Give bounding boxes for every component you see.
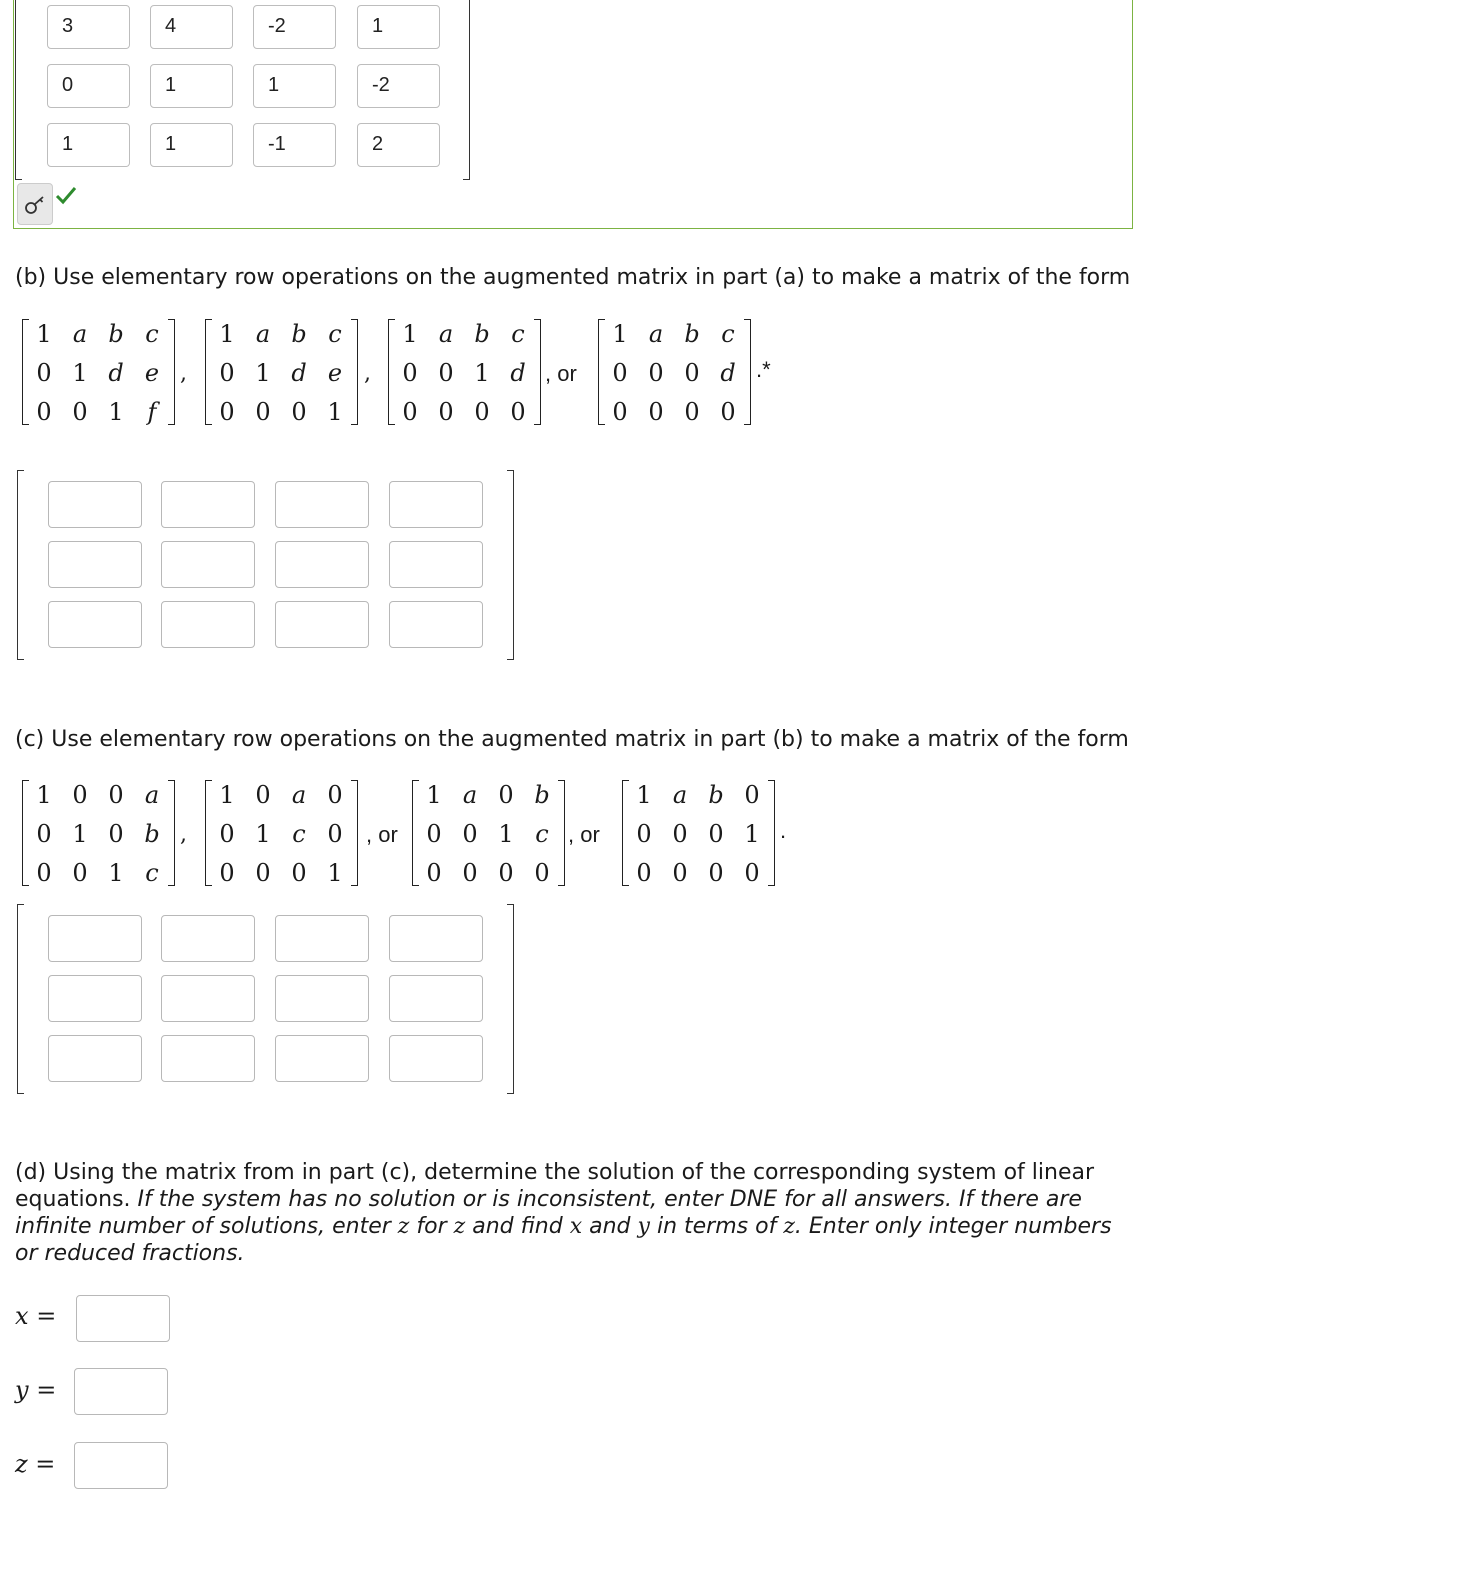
part-c-form-matrix [205, 780, 360, 890]
form-entry: 1 [219, 781, 235, 809]
form-entry: c [535, 820, 549, 848]
part-c-input-cell[interactable] [161, 915, 255, 962]
part-a-cell[interactable]: 1 [150, 123, 233, 167]
part-a-cell[interactable]: 0 [47, 64, 130, 108]
form-entry: 0 [636, 820, 652, 848]
form-entry: a [462, 781, 478, 809]
x-label: x = [15, 1302, 57, 1330]
part-b-form-matrix [388, 319, 543, 429]
form-entry: a [72, 320, 88, 348]
form-entry: e [327, 359, 343, 387]
part-c-input-cell[interactable] [161, 975, 255, 1022]
form-entry: b [144, 820, 160, 848]
part-a-cell[interactable]: 4 [150, 5, 233, 49]
form-entry: 0 [648, 359, 664, 387]
form-entry: 1 [474, 359, 490, 387]
part-c-input-cell[interactable] [275, 975, 369, 1022]
form-separator: , [180, 822, 187, 847]
form-entry: a [291, 781, 307, 809]
part-c-input-cell[interactable] [275, 915, 369, 962]
form-entry: 0 [402, 398, 418, 426]
x-answer-input[interactable] [76, 1295, 170, 1342]
form-entry: b [684, 320, 700, 348]
form-entry: 0 [720, 398, 736, 426]
form-entry: b [108, 320, 124, 348]
form-entry: 0 [219, 820, 235, 848]
y-label: y = [15, 1376, 57, 1404]
part-a-cell[interactable]: 1 [357, 5, 440, 49]
part-d-lead-text: (d) Using the matrix from in part (c), determine the solution of the corresponding system of linear equations. [15, 1160, 1095, 1212]
form-entry: 0 [636, 859, 652, 887]
part-c-left-bracket [17, 904, 24, 1094]
form-entry: b [534, 781, 550, 809]
checkmark-icon [55, 185, 77, 205]
part-a-cell[interactable]: 2 [357, 123, 440, 167]
part-c-input-cell[interactable] [275, 1035, 369, 1082]
form-trailing-mark: .* [756, 357, 771, 382]
form-entry: 0 [219, 359, 235, 387]
form-entry: 0 [438, 359, 454, 387]
part-c-form-matrix [412, 780, 567, 890]
form-separator: , [364, 361, 371, 386]
form-separator: , or [366, 822, 398, 847]
form-entry: 0 [402, 359, 418, 387]
z-symbol: z [397, 1214, 410, 1239]
form-entry: 0 [708, 859, 724, 887]
form-trailing-mark: . [780, 818, 787, 843]
form-entry: 0 [219, 859, 235, 887]
form-separator: , [180, 361, 187, 386]
part-b-matrix-forms [0, 319, 900, 429]
form-entry: 0 [255, 398, 271, 426]
form-entry: 0 [36, 398, 52, 426]
z-label: z = [15, 1450, 56, 1478]
form-entry: c [721, 320, 735, 348]
form-entry: 0 [498, 859, 514, 887]
part-b-form-matrix [598, 319, 753, 429]
form-entry: 0 [36, 820, 52, 848]
part-b-input-cell[interactable] [389, 601, 483, 648]
form-entry: 0 [684, 398, 700, 426]
form-entry: 0 [327, 820, 343, 848]
form-entry: 0 [36, 359, 52, 387]
form-entry: a [144, 781, 160, 809]
part-a-left-bracket [15, 0, 22, 180]
form-entry: 1 [636, 781, 652, 809]
part-c-form-matrix [622, 780, 777, 890]
part-d-instruction-5: in terms of [649, 1214, 784, 1239]
form-entry: 1 [72, 820, 88, 848]
form-entry: 1 [498, 820, 514, 848]
form-entry: 0 [72, 781, 88, 809]
form-entry: a [672, 781, 688, 809]
form-entry: 0 [108, 781, 124, 809]
form-entry: d [108, 359, 124, 387]
part-c-input-cell[interactable] [161, 1035, 255, 1082]
y-symbol: y [637, 1214, 650, 1239]
part-d-prompt [15, 1159, 1125, 1267]
form-entry: d [510, 359, 526, 387]
form-entry: b [291, 320, 307, 348]
key-icon [18, 184, 54, 226]
form-entry: 1 [402, 320, 418, 348]
form-entry: 0 [744, 781, 760, 809]
part-a-cell[interactable]: -1 [253, 123, 336, 167]
part-a-cell[interactable]: -2 [357, 64, 440, 108]
form-separator: , or [568, 822, 600, 847]
part-c-input-cell[interactable] [389, 915, 483, 962]
part-b-input-cell[interactable] [48, 541, 142, 588]
form-entry: c [511, 320, 525, 348]
part-c-input-cell[interactable] [389, 1035, 483, 1082]
form-entry: 1 [108, 398, 124, 426]
part-b-input-cell[interactable] [161, 481, 255, 528]
part-a-cell[interactable]: 1 [253, 64, 336, 108]
part-b-right-bracket [507, 470, 514, 660]
part-c-input-cell[interactable] [48, 1035, 142, 1082]
part-a-right-bracket [463, 0, 470, 180]
part-a-cell[interactable]: 1 [150, 64, 233, 108]
form-entry: 1 [255, 820, 271, 848]
form-entry: a [255, 320, 271, 348]
form-entry: 0 [534, 859, 550, 887]
form-entry: 1 [36, 781, 52, 809]
part-b-input-cell[interactable] [275, 541, 369, 588]
part-b-left-bracket [17, 470, 24, 660]
form-separator: , or [545, 361, 577, 386]
part-a-cell[interactable]: 3 [47, 5, 130, 49]
form-entry: 0 [255, 859, 271, 887]
form-entry: f [147, 398, 157, 426]
part-a-cell[interactable]: -2 [253, 5, 336, 49]
form-entry: c [328, 320, 342, 348]
form-entry: 0 [672, 859, 688, 887]
form-entry: e [144, 359, 160, 387]
form-entry: 0 [474, 398, 490, 426]
form-entry: 0 [255, 781, 271, 809]
form-entry: 0 [219, 398, 235, 426]
part-b-input-cell[interactable] [275, 481, 369, 528]
form-entry: 1 [744, 820, 760, 848]
y-answer-input[interactable] [74, 1368, 168, 1415]
form-entry: 1 [426, 781, 442, 809]
form-entry: 1 [327, 859, 343, 887]
form-entry: 0 [648, 398, 664, 426]
form-entry: 0 [612, 359, 628, 387]
form-entry: 1 [108, 859, 124, 887]
form-entry: b [708, 781, 724, 809]
form-entry: 1 [255, 359, 271, 387]
part-c-form-matrix [22, 780, 177, 890]
form-entry: 0 [438, 398, 454, 426]
part-c-input-cell[interactable] [48, 915, 142, 962]
part-c-input-cell[interactable] [389, 975, 483, 1022]
form-entry: a [438, 320, 454, 348]
form-entry: 0 [72, 859, 88, 887]
form-entry: 0 [426, 820, 442, 848]
form-entry: 0 [462, 820, 478, 848]
part-b-input-cell[interactable] [161, 541, 255, 588]
key-button[interactable] [17, 183, 53, 225]
form-entry: 0 [672, 820, 688, 848]
part-b-input-cell[interactable] [48, 481, 142, 528]
form-entry: 0 [498, 781, 514, 809]
form-entry: c [145, 320, 159, 348]
form-entry: 1 [72, 359, 88, 387]
part-c-input-cell[interactable] [48, 975, 142, 1022]
part-c-prompt: (c) Use elementary row operations on the augmented matrix in part (b) to make a matrix of the form [15, 727, 1129, 752]
part-b-input-cell[interactable] [161, 601, 255, 648]
form-entry: c [292, 820, 306, 848]
form-entry: 0 [327, 781, 343, 809]
z-symbol: z [783, 1214, 795, 1239]
x-symbol: x [569, 1214, 583, 1239]
part-c-matrix-forms [0, 780, 900, 890]
form-entry: 0 [462, 859, 478, 887]
form-entry: 1 [612, 320, 628, 348]
part-c-right-bracket [507, 904, 514, 1094]
form-entry: 0 [744, 859, 760, 887]
form-entry: 0 [108, 820, 124, 848]
part-b-form-matrix [22, 319, 177, 429]
form-entry: 0 [612, 398, 628, 426]
form-entry: 1 [219, 320, 235, 348]
part-d-instruction-6: . Enter only integer numbers or reduced fractions. [15, 1214, 1112, 1266]
form-entry: 0 [291, 859, 307, 887]
form-entry: 1 [36, 320, 52, 348]
form-entry: 0 [684, 359, 700, 387]
part-b-prompt: (b) Use elementary row operations on the augmented matrix in part (a) to make a matrix of the form [15, 265, 1131, 290]
part-d-instruction-4: and [582, 1214, 638, 1239]
form-entry: c [145, 859, 159, 887]
part-b-form-matrix [205, 319, 360, 429]
form-entry: b [474, 320, 490, 348]
form-entry: 0 [510, 398, 526, 426]
form-entry: d [291, 359, 307, 387]
form-entry: 1 [327, 398, 343, 426]
z-answer-input[interactable] [74, 1442, 168, 1489]
form-entry: 0 [426, 859, 442, 887]
part-d-instruction-3: and find [465, 1214, 570, 1239]
form-entry: a [648, 320, 664, 348]
form-entry: 0 [708, 820, 724, 848]
part-a-cell[interactable]: 1 [47, 123, 130, 167]
form-entry: 0 [36, 859, 52, 887]
z-symbol: z [453, 1214, 466, 1239]
part-b-input-cell[interactable] [48, 601, 142, 648]
form-entry: d [720, 359, 736, 387]
form-entry: 0 [291, 398, 307, 426]
form-entry: 0 [72, 398, 88, 426]
part-d-instruction-1: If the system has no solution or is inconsistent, enter DNE for all answers. If there are infinite number of solutions, enter [15, 1187, 1082, 1239]
part-b-input-cell[interactable] [389, 541, 483, 588]
part-b-input-cell[interactable] [389, 481, 483, 528]
part-d-instruction-2: for [409, 1214, 454, 1239]
part-b-input-cell[interactable] [275, 601, 369, 648]
